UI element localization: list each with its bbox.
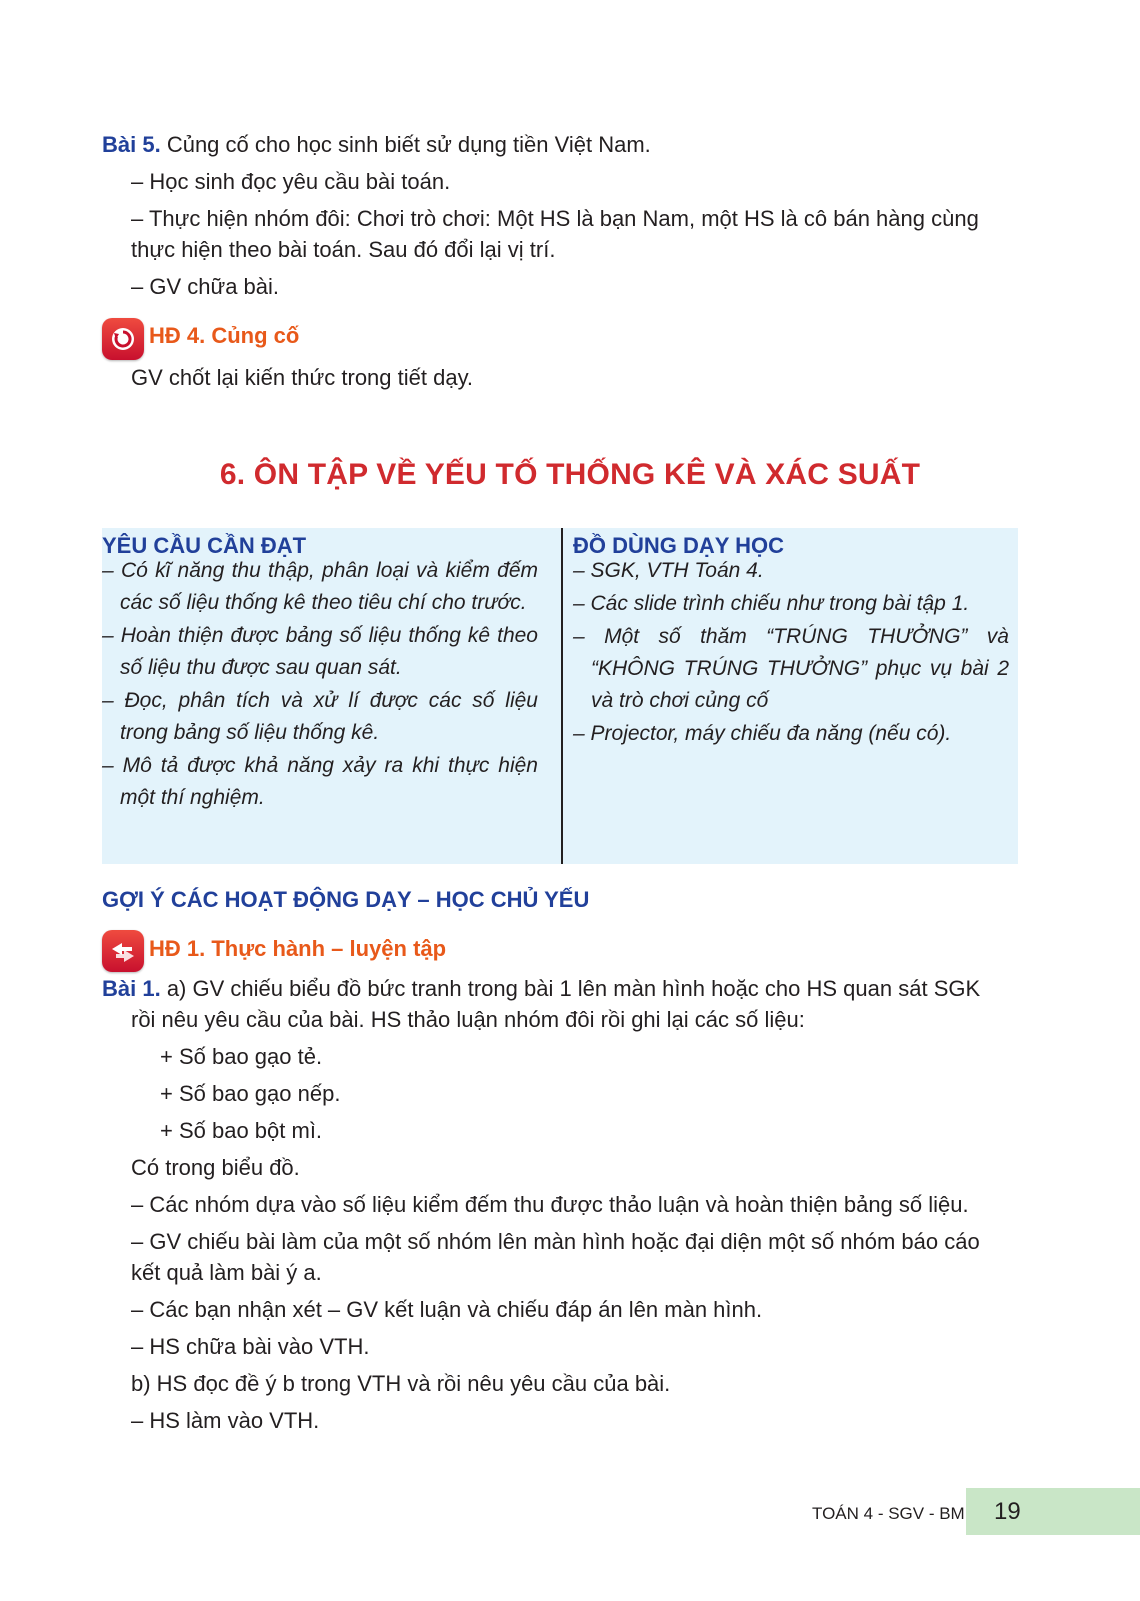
material-item: – Một số thăm “TRÚNG THƯỞNG” và “KHÔNG TRÚNG THƯỞNG” phục vụ bài 2 và trò chơi củng cố (573, 625, 1009, 712)
bai1-line: Có trong biểu đồ. (131, 1155, 300, 1180)
bai1-line: – HS làm vào VTH. (131, 1408, 320, 1433)
bai5-label: Bài 5. (102, 132, 161, 157)
bai1-bullet: + Số bao bột mì. (160, 1118, 323, 1143)
bai1-bullet: + Số bao gạo tẻ. (160, 1044, 323, 1069)
material-item: – Projector, máy chiếu đa năng (nếu có). (573, 722, 952, 745)
bai1-line: kết quả làm bài ý a. (131, 1260, 322, 1285)
bai1-line-2: rồi nêu yêu cầu của bài. HS thảo luận nhóm đôi rồi ghi lại các số liệu: (131, 1007, 805, 1032)
suggest-title: GỢI Ý CÁC HOẠT ĐỘNG DẠY – HỌC CHỦ YẾU (102, 887, 590, 912)
bai5-text: Củng cố cho học sinh biết sử dụng tiền Việt Nam. (160, 132, 651, 157)
material-item: – SGK, VTH Toán 4. (573, 559, 764, 582)
bai5-paragraph (102, 129, 651, 161)
practice-icon (102, 930, 144, 972)
bai1-label: Bài 1. (102, 976, 161, 1001)
requirement-item: – Có kĩ năng thu thập, phân loại và kiểm đếm các số liệu thống kê theo tiêu chí cho trước. (102, 559, 538, 614)
hd4-title: HĐ 4. Củng cố (149, 323, 300, 348)
footer-book-title: TOÁN 4 - SGV - BM (812, 1504, 965, 1523)
bai5-line-4: – GV chữa bài. (131, 274, 280, 299)
page-number-box (966, 1488, 1140, 1535)
refresh-icon (102, 318, 144, 360)
requirement-item: – Đọc, phân tích và xử lí được các số liệu trong bảng số liệu thống kê. (102, 689, 538, 744)
bai5-line-1: – Học sinh đọc yêu cầu bài toán. (131, 169, 451, 194)
bai1-line: – Các nhóm dựa vào số liệu kiểm đếm thu được thảo luận và hoàn thiện bảng số liệu. (131, 1192, 969, 1217)
material-item: – Các slide trình chiếu như trong bài tập 1. (573, 592, 970, 615)
materials-list (573, 555, 1009, 751)
bai5-line-3: thực hiện theo bài toán. Sau đó đổi lại vị trí. (131, 237, 556, 262)
requirement-item: – Hoàn thiện được bảng số liệu thống kê theo số liệu thu được sau quan sát. (102, 624, 538, 679)
hd1-title: HĐ 1. Thực hành – luyện tập (149, 936, 447, 961)
page-number: 19 (994, 1498, 1021, 1525)
bai1-line-1: a) GV chiếu biểu đồ bức tranh trong bài 1 lên màn hình hoặc cho HS quan sát SGK (160, 976, 981, 1001)
bai1-line: – HS chữa bài vào VTH. (131, 1334, 370, 1359)
requirements-list (102, 555, 538, 815)
section-title: 6. ÔN TẬP VỀ YẾU TỐ THỐNG KÊ VÀ XÁC SUẤT (219, 458, 921, 491)
bai1-paragraph (102, 973, 980, 1005)
hd4-text: GV chốt lại kiến thức trong tiết dạy. (131, 365, 474, 390)
bai1-line: – Các bạn nhận xét – GV kết luận và chiếu đáp án lên màn hình. (131, 1297, 763, 1322)
bai1-line: – GV chiếu bài làm của một số nhóm lên màn hình hoặc đại diện một số nhóm báo cáo (131, 1229, 980, 1254)
requirement-item: – Mô tả được khả năng xảy ra khi thực hiện một thí nghiệm. (102, 754, 538, 809)
bai1-bullet: + Số bao gạo nếp. (160, 1081, 341, 1106)
requirements-title: YÊU CẦU CẦN ĐẠT (102, 533, 307, 558)
column-divider (561, 528, 563, 864)
materials-title: ĐỒ DÙNG DẠY HỌC (573, 533, 785, 558)
bai1-line: b) HS đọc đề ý b trong VTH và rồi nêu yêu cầu của bài. (131, 1371, 671, 1396)
bai5-line-2: – Thực hiện nhóm đôi: Chơi trò chơi: Một HS là bạn Nam, một HS là cô bán hàng cùng (131, 206, 979, 231)
